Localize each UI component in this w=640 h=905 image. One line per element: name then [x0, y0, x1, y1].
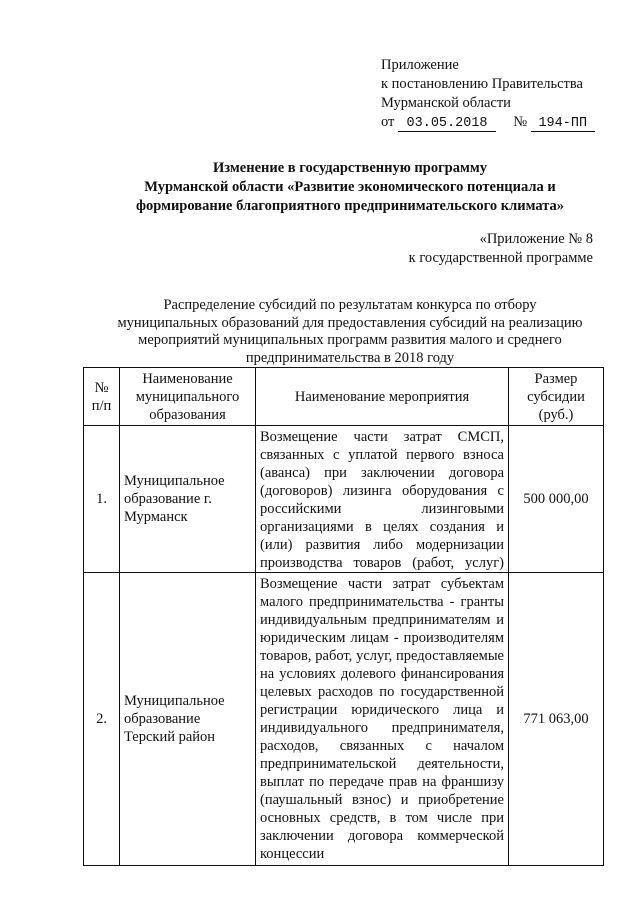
- header-amount: Размер субсидии (руб.): [509, 368, 604, 426]
- dist-title-line2: муниципальных образований для предоставления субсидий на реализацию: [117, 314, 583, 331]
- subsidy-table: [83, 367, 604, 866]
- appendix8-line2: к государственной программе: [408, 250, 593, 266]
- dist-title-line1: Распределение субсидий по результатам конкурса по отбору: [163, 297, 537, 313]
- appendix-8-block: [409, 230, 593, 268]
- header-num: № п/п: [84, 368, 120, 426]
- header-activity: Наименование мероприятия: [256, 368, 509, 426]
- doc-title-line1: Изменение в государственную программу: [213, 160, 487, 176]
- row-activity: Возмещение части затрат СМСП, связанных с уплатой первого взноса (аванса) при заключении договора (договоров) лизинга оборудования с российскими лизинговыми организациями в целях создания и (или) развития либо модернизации производства товаров (работ, услуг): [256, 426, 509, 573]
- appendix-date-line: [381, 113, 595, 132]
- row-amount: 500 000,00: [509, 426, 604, 573]
- appendix-line1: Приложение: [381, 57, 459, 73]
- document-title: [60, 159, 640, 216]
- appendix-line2: к постановлению Правительства: [381, 76, 583, 92]
- document-number: 194-ПП: [531, 116, 595, 132]
- distribution-title: [60, 297, 640, 367]
- table-row: [84, 573, 604, 866]
- doc-title-line3: формирование благоприятного предпринимательского климата»: [135, 198, 565, 214]
- appendix8-line1: «Приложение № 8: [479, 231, 593, 247]
- row-municipality: Муниципальное образование г. Мурманск: [120, 426, 256, 573]
- dist-title-line3: мероприятий муниципальных программ развития малого и среднего: [138, 332, 562, 348]
- number-prefix: №: [513, 114, 528, 130]
- header-municipality: Наименование муниципального образования: [120, 368, 256, 426]
- row-activity: Возмещение части затрат субъектам малого предпринимательства - гранты индивидуальным предпринимателям и юридическим лицам - производителям товаров, работ, услуг, предоставляемые на условиях долевого финансирования целевых расходов по государственной регистрации юридического лица и индивидуального предпринимателя, расходов, связанных с началом предпринимательской деятельности, выплат по передаче прав на франшизу (паушальный взнос) и приобретение основных средств, в том числе при заключении договора коммерческой концессии: [256, 573, 509, 866]
- doc-title-line2: Мурманской области «Развитие экономического потенциала и: [144, 179, 556, 195]
- dist-title-line4: предпринимательства в 2018 году: [245, 349, 455, 366]
- row-num: 1.: [84, 426, 120, 573]
- row-num: 2.: [84, 573, 120, 866]
- date-prefix: от: [381, 114, 395, 130]
- table-row: [84, 426, 604, 573]
- appendix-line3: Мурманской области: [381, 95, 511, 111]
- table-header-row: [84, 368, 604, 426]
- row-amount: 771 063,00: [509, 573, 604, 866]
- appendix-block: [381, 56, 595, 132]
- document-date: 03.05.2018: [398, 116, 496, 132]
- row-municipality: Муниципальное образование Терский район: [120, 573, 256, 866]
